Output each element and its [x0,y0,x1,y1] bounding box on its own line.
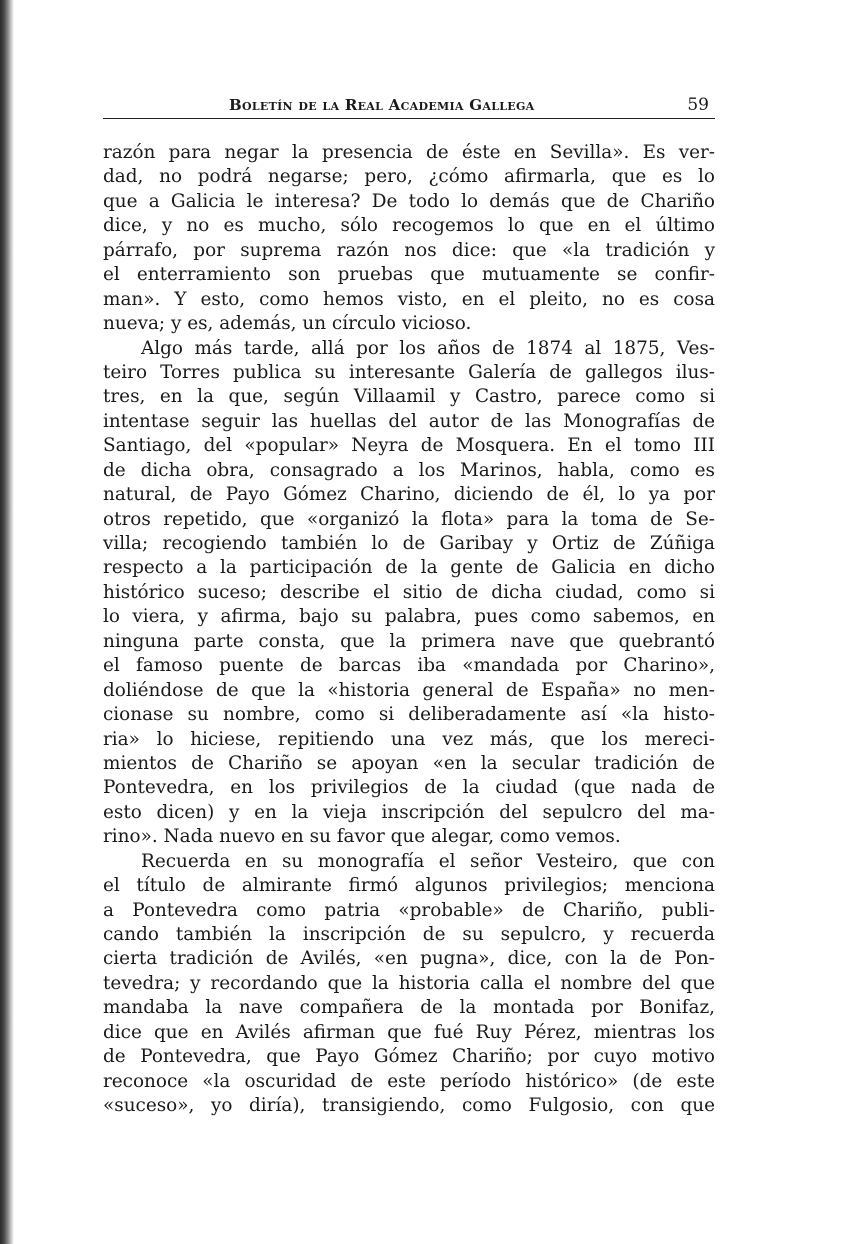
text-line: el famoso puente de barcas iba «mandada por Charino», [103,655,715,677]
text-line: dad, no podrá negarse; pero, ¿cómo afirmarla, que es lo [103,166,715,188]
paragraph-start-line: Algo más tarde, allá por los años de 1874 al 1875, Ves- [141,337,715,359]
text-line: cionase su nombre, como si deliberadamente así «la histo- [103,704,715,726]
text-line: lo viera, y afirma, bajo su palabra, pues como sabemos, en [103,606,715,628]
text-line: cierta tradición de Avilés, «en pugna», dice, con la de Pon- [103,948,715,970]
text-line: razón para negar la presencia de éste en Sevilla». Es ver- [103,142,715,163]
text-line: que a Galicia le interesa? De todo lo demás que de Chariño [103,190,715,212]
text-line: respecto a la participación de la gente de Galicia en dicho [103,557,715,579]
text-line: esto dicen) y en la vieja inscripción del sepulcro del ma- [103,801,715,823]
text-line: nueva; y es, además, un círculo vicioso. [103,313,472,335]
book-binding-shadow [0,0,14,1244]
text-line: «suceso», yo diría), transigiendo, como Fulgosio, con que [103,1095,715,1117]
body-text [103,141,715,1119]
document-page [103,92,715,1119]
text-line: el enterramiento son pruebas que mutuamente se confir- [103,264,715,286]
text-line: cando también la inscripción de su sepulcro, y recuerda [103,924,715,945]
text-line: de Pontevedra, que Payo Gómez Chariño; por cuyo motivo [103,1046,715,1068]
text-line: a Pontevedra como patria «probable» de Chariño, publi- [103,899,715,921]
text-line: doliéndose de que la «historia general de España» no men- [103,679,715,701]
text-line: párrafo, por suprema razón nos dice: que «la tradición y [103,239,715,261]
text-line: man». Y esto, como hemos visto, en el pleito, no es cosa [103,288,715,310]
text-line: histórico suceso; describe el sitio de dicha ciudad, como si [103,581,715,603]
page-number: 59 [687,95,709,115]
text-line: intentase seguir las huellas del autor de las Monografías de [103,410,715,432]
text-line: reconoce «la oscuridad de este período histórico» (de este [103,1070,715,1092]
text-line: natural, de Payo Gómez Charino, diciendo de él, lo ya por [103,484,715,506]
text-line: tevedra; y recordando que la historia calla el nombre del que [103,972,715,994]
text-line: teiro Torres publica su interesante Galería de gallegos ilus- [103,361,715,383]
text-line: tres, en la que, según Villaamil y Castro, parece como si [103,386,715,408]
text-line: Pontevedra, en los privilegios de la ciudad (que nada de [103,777,715,799]
text-line: ria» lo hiciese, repitiendo una vez más, que los mereci- [103,728,715,750]
running-header [103,92,715,119]
journal-title: Boletín de la Real Academia Gallega [229,96,535,114]
text-line: dice, y no es mucho, sólo recogemos lo que en el último [103,215,715,237]
text-line: villa; recogiendo también lo de Garibay y Ortiz de Zúñiga [103,533,715,554]
text-line: ninguna parte consta, que la primera nave que quebrantó [103,630,715,652]
text-line: de dicha obra, consagrado a los Marinos, habla, como es [103,459,715,481]
paragraph-start-line: Recuerda en su monografía el señor Vesteiro, que con [141,850,715,872]
text-line: Santiago, del «popular» Neyra de Mosquera. En el tomo III [103,435,715,457]
text-line: mientos de Chariño se apoyan «en la secular tradición de [103,752,715,774]
text-line: mandaba la nave compañera de la montada por Bonifaz, [103,997,715,1019]
text-line: dice que en Avilés afirman que fué Ruy Pérez, mientras los [103,1021,715,1043]
text-line: el título de almirante firmó algunos privilegios; menciona [103,875,715,897]
text-line: otros repetido, que «organizó la flota» para la toma de Se- [103,508,715,530]
text-line: rino». Nada nuevo en su favor que alegar, como vemos. [103,826,621,848]
